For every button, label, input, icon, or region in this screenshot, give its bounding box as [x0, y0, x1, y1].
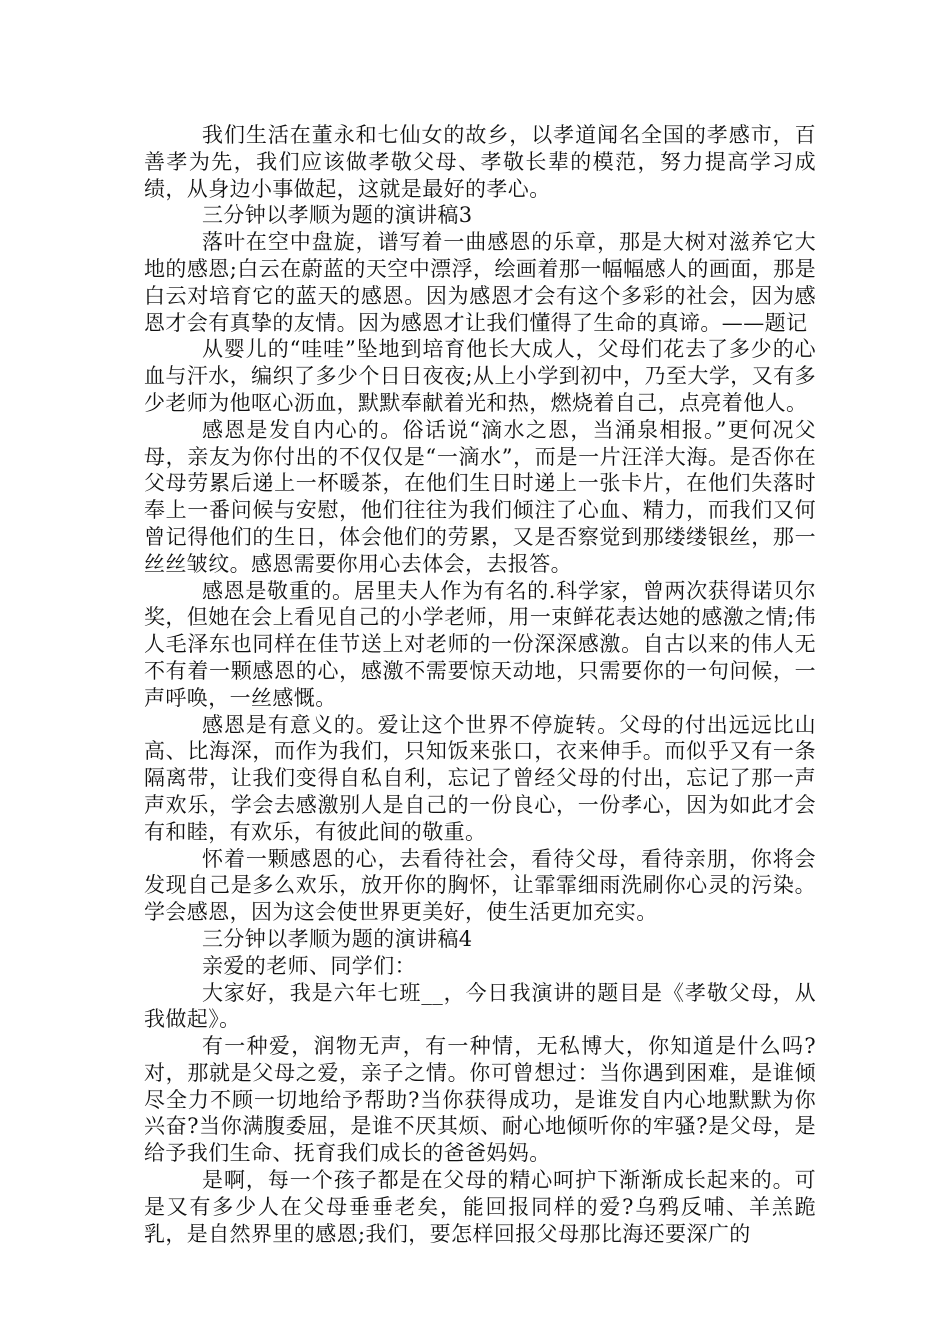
section-heading-speech-4: 三分钟以孝顺为题的演讲稿4 — [202, 926, 473, 951]
paragraph-speech-intro: 大家好，我是六年七班__，今日我演讲的题目是《孝敬父母，从我做起》。 — [144, 980, 816, 1032]
document-body — [144, 122, 816, 1247]
paragraph-gratitude-meaning: 感恩是有意义的。爱让这个世界不停旋转。父母的付出远远比山高、比海深，而作为我们，只知饭来张口，衣来伸手。而似乎又有一条隔离带，让我们变得自私自利，忘记了曾经父母的付出，忘记了那一声声欢乐，学会去感激别人是自己的一份良心，一份孝心，因为如此才会有和睦，有欢乐，有彼此间的敬重。 — [144, 712, 816, 844]
paragraph-filial-hometown: 我们生活在董永和七仙女的故乡，以孝道闻名全国的孝感市，百善孝为先，我们应该做孝敬父母、孝敬长辈的模范，努力提高学习成绩，从身边小事做起，这就是最好的孝心。 — [144, 123, 816, 201]
paragraph-gratitude-respect: 感恩是敬重的。居里夫人作为有名的.科学家，曾两次获得诺贝尔奖，但她在会上看见自己的小学老师，用一束鲜花表达她的感激之情;伟人毛泽东也同样在佳节送上对老师的一份深深感激。自古以来的伟人无不有着一颗感恩的心，感激不需要惊天动地，只需要你的一句问候，一声呼唤，一丝感慨。 — [144, 578, 816, 710]
paragraph-gratitude-from-heart: 感恩是发自内心的。俗话说“滴水之恩，当涌泉相报。”更何况父母，亲友为你付出的不仅仅是“一滴水”，而是一片汪洋大海。是否你在父母劳累后递上一杯暖茶，在他们生日时递上一张卡片，在他们失落时奉上一番问候与安慰，他们往往为我们倾注了心血、精力，而我们又何曾记得他们的生日，体会他们的劳累，又是否察觉到那缕缕银丝，那一丝丝皱纹。感恩需要你用心去体会，去报答。 — [144, 417, 816, 576]
section-heading-speech-3: 三分钟以孝顺为题的演讲稿3 — [202, 203, 473, 228]
paragraph-grateful-heart: 怀着一颗感恩的心，去看待社会，看待父母，看待亲朋，你将会发现自己是多么欢乐，放开你的胸怀，让霏霏细雨洗刷你心灵的污染。学会感恩，因为这会使世界更美好，使生活更加充实。 — [144, 846, 816, 925]
paragraph-parents-effort: 从婴儿的“哇哇”坠地到培育他长大成人，父母们花去了多少的心血与汗水，编织了多少个日日夜夜;从上小学到初中，乃至大学，又有多少老师为他呕心沥血，默默奉献着光和热，燃烧着自己，点亮着他人。 — [144, 337, 816, 415]
paragraph-parental-love: 有一种爱，润物无声，有一种情，无私博大，你知道是什么吗?对，那就是父母之爱，亲子之情。你可曾想过：当你遇到困难，是谁倾尽全力不顾一切地给予帮助?当你获得成功，是谁发自内心地默默为你兴奋?当你满腹委屈，是谁不厌其烦、耐心地倾听你的牢骚?是父母，是给予我们生命、抚育我们成长的爸爸妈妈。 — [144, 1034, 816, 1166]
salutation: 亲爱的老师、同学们： — [202, 953, 416, 978]
paragraph-repay-parents: 是啊，每一个孩子都是在父母的精心呵护下渐渐成长起来的。可是又有多少人在父母垂垂老矣，能回报同样的爱?乌鸦反哺、羊羔跪乳，是自然界里的感恩;我们，要怎样回报父母那比海还要深广的 — [144, 1168, 816, 1246]
paragraph-epigraph: 落叶在空中盘旋，谱写着一曲感恩的乐章，那是大树对滋养它大地的感恩;白云在蔚蓝的天空中漂浮，绘画着那一幅幅感人的画面，那是白云对培育它的蓝天的感恩。因为感恩才会有这个多彩的社会，因为感恩才会有真挚的友情。因为感恩才让我们懂得了生命的真谛。——题记 — [144, 230, 816, 335]
